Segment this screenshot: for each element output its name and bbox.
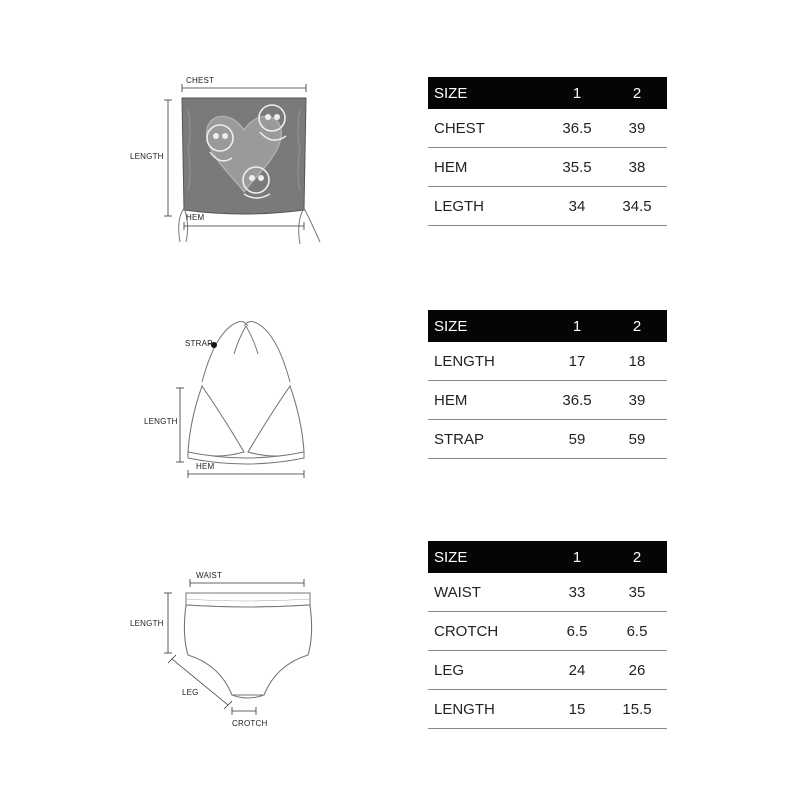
cell-value: 39 [607, 381, 667, 420]
header-cell: 2 [607, 310, 667, 342]
table-row [428, 342, 667, 381]
cell-value: 39 [607, 109, 667, 148]
cell-value: 59 [607, 420, 667, 459]
header-cell: SIZE [428, 310, 547, 342]
bottoms-diagram [120, 565, 350, 735]
cell-value: 17 [547, 342, 607, 381]
halter-top-illustration [120, 310, 350, 485]
cell-value: 6.5 [607, 612, 667, 651]
cell-value: 38 [607, 148, 667, 187]
halter-top-size-table [428, 310, 667, 459]
row-label: LENGTH [428, 342, 547, 381]
cell-value: 24 [547, 651, 607, 690]
table-row [428, 381, 667, 420]
halter-top-diagram [120, 310, 350, 485]
length-label: LENGTH [144, 417, 178, 426]
length-label: LENGTH [130, 152, 164, 161]
header-cell: 1 [547, 541, 607, 573]
cell-value: 34.5 [607, 187, 667, 226]
table-row [428, 690, 667, 729]
row-label: LENGTH [428, 690, 547, 729]
row-label: HEM [428, 148, 547, 187]
hem-label: HEM [196, 462, 215, 471]
header-cell: SIZE [428, 77, 547, 109]
length-label: LENGTH [130, 619, 164, 628]
table-header-row [428, 310, 667, 342]
row-label: WAIST [428, 573, 547, 612]
leg-label: LEG [182, 688, 199, 697]
cell-value: 18 [607, 342, 667, 381]
tube-top-diagram [120, 70, 350, 250]
bottoms-size-table [428, 541, 667, 729]
waist-label: WAIST [196, 571, 223, 580]
header-cell: SIZE [428, 541, 547, 573]
row-label: HEM [428, 381, 547, 420]
row-label: CHEST [428, 109, 547, 148]
tube-top-size-table [428, 77, 667, 226]
table-header-row [428, 541, 667, 573]
header-cell: 2 [607, 77, 667, 109]
row-label: LEG [428, 651, 547, 690]
cell-value: 15.5 [607, 690, 667, 729]
header-cell: 2 [607, 541, 667, 573]
hem-label: HEM [186, 213, 205, 222]
table-row [428, 612, 667, 651]
table-row [428, 109, 667, 148]
cell-value: 35 [607, 573, 667, 612]
cell-value: 34 [547, 187, 607, 226]
row-label: LEGTH [428, 187, 547, 226]
header-cell: 1 [547, 77, 607, 109]
crotch-label: CROTCH [232, 719, 268, 728]
cell-value: 36.5 [547, 109, 607, 148]
cell-value: 6.5 [547, 612, 607, 651]
table-row [428, 651, 667, 690]
strap-label: STRAP [185, 339, 213, 348]
cell-value: 36.5 [547, 381, 607, 420]
bottoms-illustration [120, 565, 350, 735]
chest-label: CHEST [186, 76, 215, 85]
row-label: STRAP [428, 420, 547, 459]
cell-value: 15 [547, 690, 607, 729]
table-row [428, 573, 667, 612]
table-row [428, 187, 667, 226]
table-row [428, 148, 667, 187]
cell-value: 59 [547, 420, 607, 459]
header-cell: 1 [547, 310, 607, 342]
cell-value: 35.5 [547, 148, 607, 187]
table-row [428, 420, 667, 459]
cell-value: 33 [547, 573, 607, 612]
table-header-row [428, 77, 667, 109]
cell-value: 26 [607, 651, 667, 690]
row-label: CROTCH [428, 612, 547, 651]
